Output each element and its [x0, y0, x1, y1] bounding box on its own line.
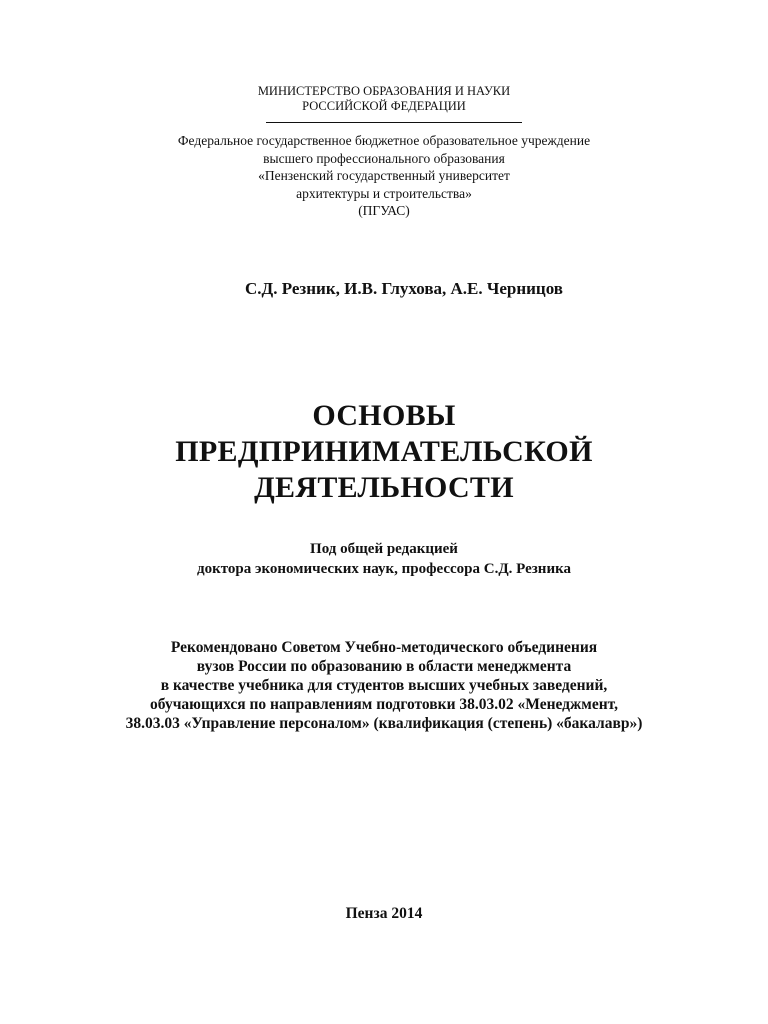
institution-line: «Пензенский государственный университет: [258, 168, 510, 183]
institution-header: [0, 132, 768, 220]
recommendation-line: Рекомендовано Советом Учебно-методического объединения: [170, 639, 598, 656]
authors: С.Д. Резник, И.В. Глухова, А.Е. Черницов: [245, 279, 563, 298]
header-divider: [266, 122, 522, 123]
ministry-header: [0, 84, 768, 114]
institution-line: Федеральное государственное бюджетное образовательное учреждение: [177, 133, 591, 148]
recommendation-note: [0, 638, 768, 733]
institution-line: архитектуры и строительства»: [296, 185, 472, 201]
ministry-line: МИНИСТЕРСТВО ОБРАЗОВАНИЯ И НАУКИ: [257, 84, 511, 98]
recommendation-line: в качестве учебника для студентов высших учебных заведений,: [160, 677, 608, 694]
title-line: ДЕЯТЕЛЬНОСТИ: [254, 471, 514, 504]
editor-note: [0, 539, 768, 579]
institution-line: высшего профессионального образования: [263, 150, 505, 166]
title-line: ОСНОВЫ: [312, 399, 456, 432]
recommendation-line: вузов России по образованию в области менеджмента: [196, 658, 572, 675]
recommendation-line: 38.03.03 «Управление персоналом» (квалификация (степень) «бакалавр»): [125, 715, 643, 732]
ministry-line: РОССИЙСКОЙ ФЕДЕРАЦИИ: [302, 99, 466, 113]
recommendation-line: обучающихся по направлениям подготовки 38.03.02 «Менеджмент,: [150, 696, 618, 713]
editor-line: Под общей редакцией: [310, 541, 458, 557]
imprint: Пенза 2014: [345, 905, 423, 922]
title-line: ПРЕДПРИНИМАТЕЛЬСКОЙ: [175, 435, 593, 468]
book-title: [0, 398, 768, 506]
editor-line: доктора экономических наук, профессора С.Д. Резника: [196, 561, 572, 577]
institution-line: (ПГУАС): [358, 203, 410, 218]
